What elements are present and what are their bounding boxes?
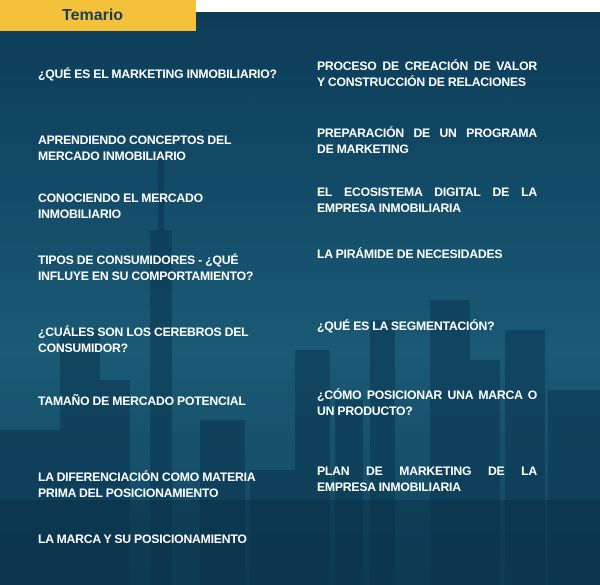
topic-right-5: ¿QUÉ ES LA SEGMENTACIÓN?: [317, 319, 495, 333]
topic-left-5: ¿CUÁLES SON LOS CEREBROS DEL CONSUMIDOR?: [38, 325, 249, 355]
topic-left-6: TAMAÑO DE MERCADO POTENCIAL: [38, 394, 246, 408]
topic-right-7: PLAN DE MARKETING DE LA EMPRESA INMOBILIARIA: [317, 464, 537, 494]
topic-left-3: CONOCIENDO EL MERCADO INMOBILIARIO: [38, 191, 203, 221]
topic-left-2: APRENDIENDO CONCEPTOS DEL MERCADO INMOBILIARIO: [38, 133, 231, 163]
topic-right-4: LA PIRÁMIDE DE NECESIDADES: [317, 247, 503, 261]
topic-right-2: PREPARACIÓN DE UN PROGRAMA DE MARKETING: [317, 126, 537, 156]
topic-right-6: ¿CÓMO POSICIONAR UNA MARCA O UN PRODUCTO?: [317, 388, 537, 418]
topic-left-7: LA DIFERENCIACIÓN COMO MATERIA PRIMA DEL POSICIONAMIENTO: [38, 470, 255, 500]
topic-right-3: EL ECOSISTEMA DIGITAL DE LA EMPRESA INMOBILIARIA: [317, 185, 537, 215]
topic-left-1: ¿QUÉ ES EL MARKETING INMOBILIARIO?: [38, 67, 277, 81]
topic-left-4: TIPOS DE CONSUMIDORES - ¿QUÉ INFLUYE EN SU COMPORTAMIENTO?: [38, 253, 254, 283]
topic-right-1: PROCESO DE CREACIÓN DE VALOR Y CONSTRUCCIÓN DE RELACIONES: [317, 59, 537, 89]
section-title-tab: Temario: [0, 0, 196, 31]
top-strip: [196, 0, 600, 12]
topic-left-8: LA MARCA Y SU POSICIONAMIENTO: [38, 532, 247, 546]
